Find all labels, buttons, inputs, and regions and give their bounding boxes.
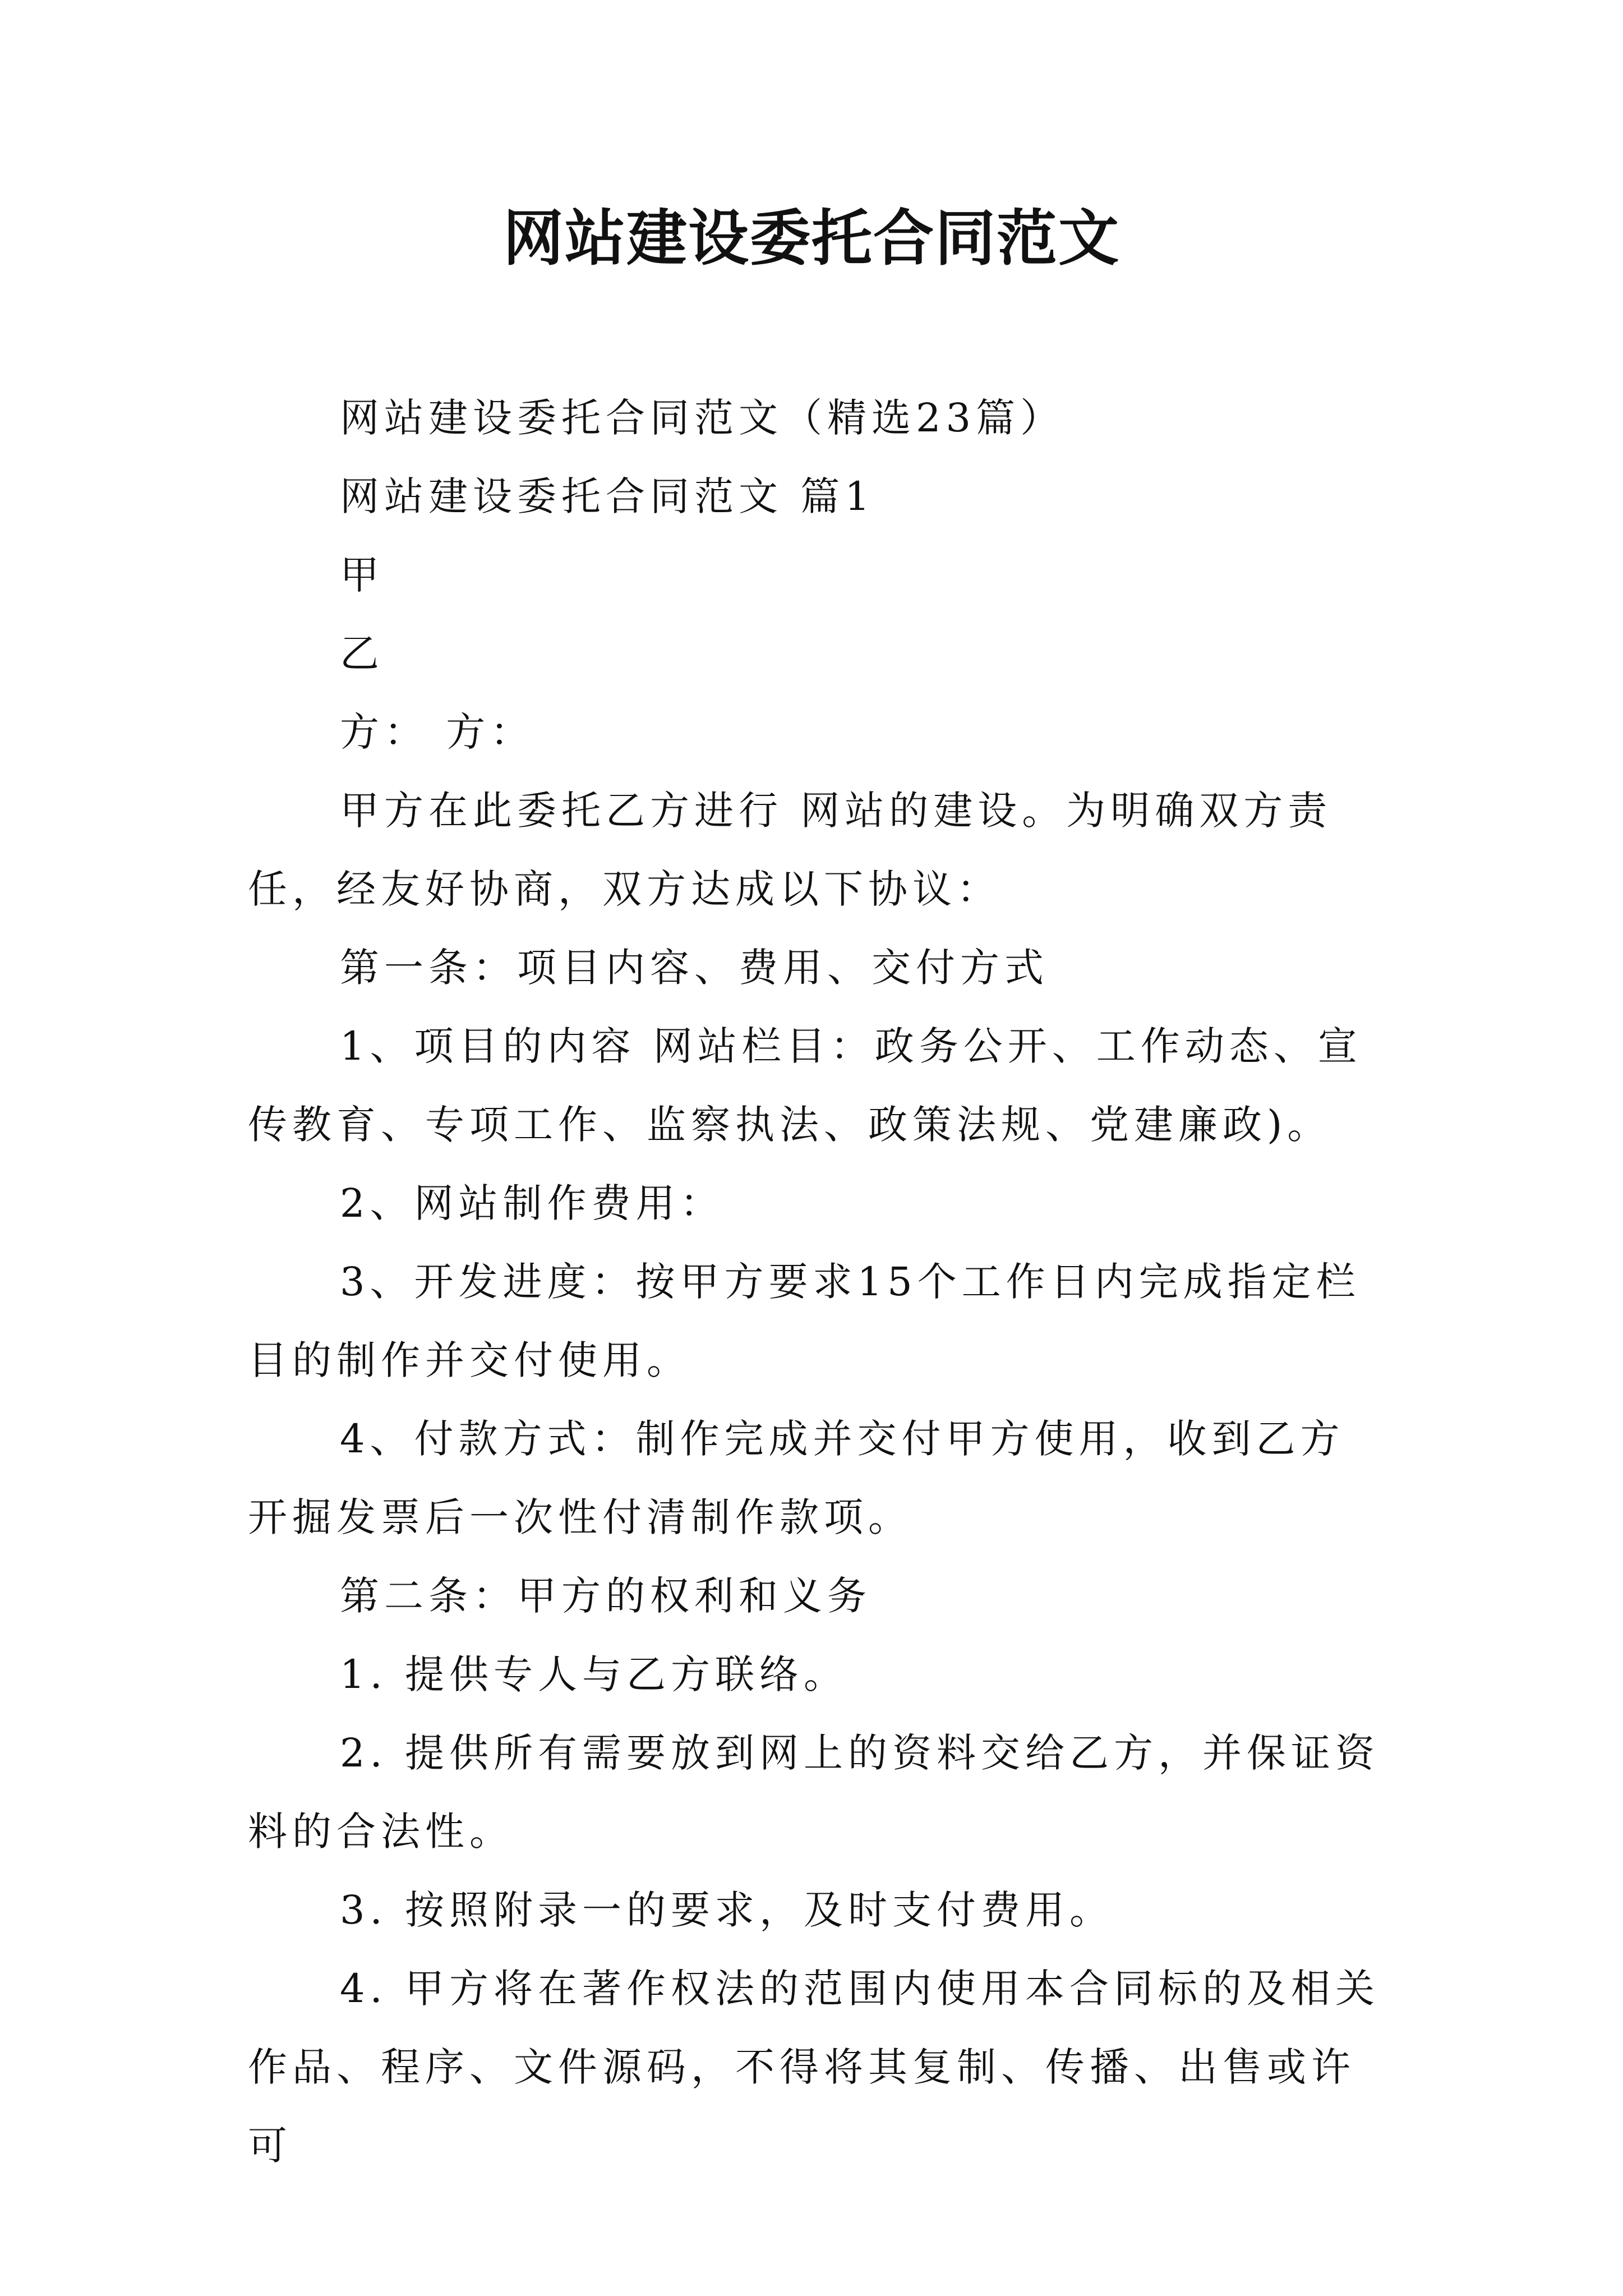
paragraph: 4、付款方式：制作完成并交付甲方使用，收到乙方开掘发票后一次性付清制作款项。 — [248, 1416, 1345, 1540]
paragraph: 网站建设委托合同范文（精选23篇） — [340, 395, 1065, 441]
paragraph: 甲 — [340, 552, 384, 598]
paragraph: 4. 甲方将在著作权法的范围内使用本合同标的及相关作品、程序、文件源码，不得将其复制、传播、出售或许可 — [248, 1966, 1380, 2169]
paragraph: 1、项目的内容 网站栏目：政务公开、工作动态、宣传教育、专项工作、监察执法、政策法规、党建廉政)。 — [248, 1023, 1362, 1148]
paragraph: 3、开发进度：按甲方要求15个工作日内完成指定栏目的制作并交付使用。 — [248, 1259, 1361, 1383]
paragraph: 第二条：甲方的权利和义务 — [340, 1573, 872, 1619]
paragraph: 1. 提供专人与乙方联络。 — [340, 1651, 849, 1697]
paragraph: 甲方在此委托乙方进行 网站的建设。为明确双方责任，经友好协商，双方达成以下协议： — [248, 788, 1332, 912]
paragraph: 3. 按照附录一的要求，及时支付费用。 — [340, 1887, 1114, 1933]
document-body — [248, 379, 1381, 2185]
paragraph: 乙 — [340, 631, 384, 677]
paragraph: 方： 方： — [340, 709, 535, 755]
paragraph: 2. 提供所有需要放到网上的资料交给乙方，并保证资料的合法性。 — [248, 1730, 1380, 1855]
document-title: 网站建设委托合同范文 — [502, 203, 1120, 274]
paragraph: 网站建设委托合同范文 篇1 — [340, 473, 875, 519]
paragraph: 2、网站制作费用： — [340, 1180, 725, 1226]
paragraph: 第一条：项目内容、费用、交付方式 — [340, 945, 1049, 991]
